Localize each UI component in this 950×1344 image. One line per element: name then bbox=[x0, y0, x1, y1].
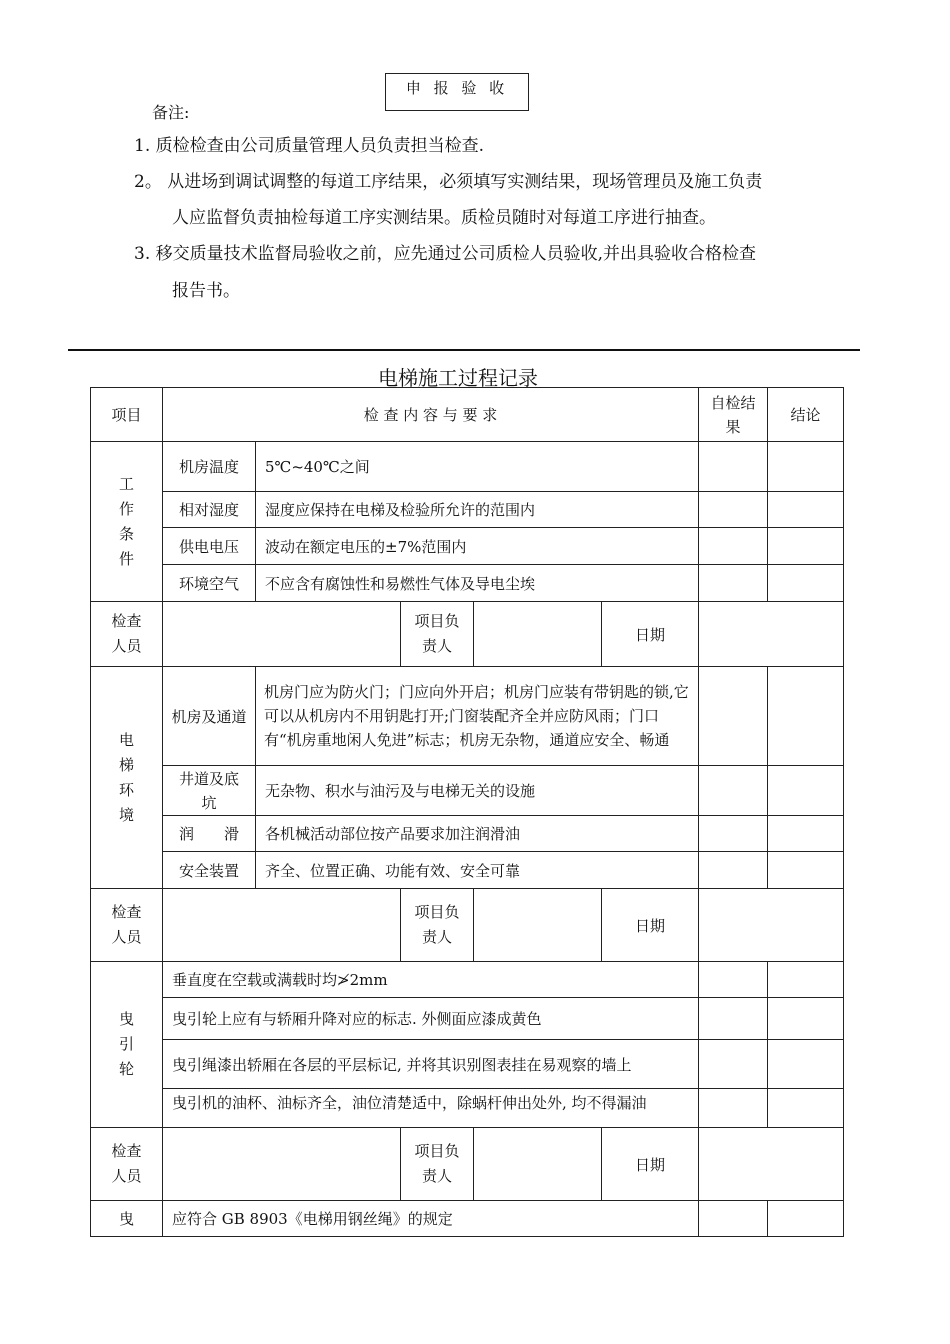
date-label: 日期 bbox=[602, 602, 699, 667]
self-check-cell[interactable] bbox=[699, 766, 768, 816]
inspector-label: 检查人员 bbox=[91, 1128, 163, 1201]
conclusion-cell[interactable] bbox=[768, 1201, 844, 1237]
table-row bbox=[91, 442, 844, 492]
header-content: 检 查 内 容 与 要 求 bbox=[163, 388, 699, 442]
table-row bbox=[91, 667, 844, 766]
table-row bbox=[91, 492, 844, 528]
inspector-label: 检查人员 bbox=[91, 889, 163, 962]
self-check-cell[interactable] bbox=[699, 1040, 768, 1089]
date-label: 日期 bbox=[602, 889, 699, 962]
signature-row bbox=[91, 889, 844, 962]
date-value[interactable] bbox=[699, 1128, 844, 1201]
conclusion-cell[interactable] bbox=[768, 816, 844, 852]
table-row bbox=[91, 962, 844, 998]
table-row bbox=[91, 852, 844, 889]
table-row bbox=[91, 816, 844, 852]
conclusion-cell[interactable] bbox=[768, 1040, 844, 1089]
leader-label: 项目负责人 bbox=[401, 602, 474, 667]
date-value[interactable] bbox=[699, 889, 844, 962]
table-row bbox=[91, 1040, 844, 1089]
conclusion-cell[interactable] bbox=[768, 442, 844, 492]
row-name: 润 滑 bbox=[163, 816, 256, 852]
self-check-cell[interactable] bbox=[699, 1089, 768, 1128]
table-row bbox=[91, 1089, 844, 1128]
table-row bbox=[91, 766, 844, 816]
row-name: 机房温度 bbox=[163, 442, 256, 492]
conclusion-cell[interactable] bbox=[768, 998, 844, 1040]
signature-row bbox=[91, 602, 844, 667]
row-requirement: 各机械活动部位按产品要求加注润滑油 bbox=[256, 816, 699, 852]
group-work-conditions: 工作条件 bbox=[91, 442, 163, 602]
row-requirement: 5℃~40℃之间 bbox=[256, 442, 699, 492]
table-row bbox=[91, 528, 844, 565]
conclusion-cell[interactable] bbox=[768, 962, 844, 998]
construction-record-table bbox=[90, 387, 844, 1237]
self-check-cell[interactable] bbox=[699, 565, 768, 602]
note-item-3-line-2: 报告书。 bbox=[172, 281, 240, 301]
row-name: 环境空气 bbox=[163, 565, 256, 602]
header-item: 项目 bbox=[91, 388, 163, 442]
leader-label: 项目负责人 bbox=[401, 889, 474, 962]
row-requirement: 不应含有腐蚀性和易燃性气体及导电尘埃 bbox=[256, 565, 699, 602]
inspector-value[interactable] bbox=[163, 889, 401, 962]
self-check-cell[interactable] bbox=[699, 816, 768, 852]
row-requirement: 湿度应保持在电梯及检验所允许的范围内 bbox=[256, 492, 699, 528]
table-row bbox=[91, 565, 844, 602]
self-check-cell[interactable] bbox=[699, 852, 768, 889]
conclusion-cell[interactable] bbox=[768, 492, 844, 528]
leader-label: 项目负责人 bbox=[401, 1128, 474, 1201]
table-row bbox=[91, 1201, 844, 1237]
row-name: 供电电压 bbox=[163, 528, 256, 565]
signature-row bbox=[91, 1128, 844, 1201]
inspector-value[interactable] bbox=[163, 602, 401, 667]
self-check-cell[interactable] bbox=[699, 1201, 768, 1237]
row-name: 安全装置 bbox=[163, 852, 256, 889]
note-item-2-line-1: 2。 从进场到调试调整的每道工序结果，必须填写实测结果，现场管理员及施工负责 bbox=[134, 172, 763, 192]
row-requirement: 波动在额定电压的±7%范围内 bbox=[256, 528, 699, 565]
note-item-3-line-1: 3. 移交质量技术监督局验收之前，应先通过公司质检人员验收,并出具验收合格检查 bbox=[134, 244, 757, 264]
row-requirement: 曳引机的油杯、油标齐全，油位清楚适中，除蜗杆伸出处外, 均不得漏油 bbox=[172, 1094, 647, 1112]
conclusion-cell[interactable] bbox=[768, 667, 844, 766]
row-requirement: 无杂物、积水与油污及与电梯无关的设施 bbox=[256, 766, 699, 816]
row-name: 机房及通道 bbox=[163, 667, 256, 766]
self-check-cell[interactable] bbox=[699, 442, 768, 492]
self-check-cell[interactable] bbox=[699, 528, 768, 565]
self-check-cell[interactable] bbox=[699, 962, 768, 998]
inspector-label: 检查人员 bbox=[91, 602, 163, 667]
table-header-row bbox=[91, 388, 844, 442]
notes-label: 备注: bbox=[152, 103, 190, 122]
conclusion-cell[interactable] bbox=[768, 1089, 844, 1128]
group-traction-sheave: 曳引轮 bbox=[91, 962, 163, 1128]
self-check-cell[interactable] bbox=[699, 667, 768, 766]
note-item-1: 1. 质检检查由公司质量管理人员负责担当检查. bbox=[134, 136, 485, 156]
row-name: 井道及底坑 bbox=[163, 766, 256, 816]
row-requirement: 垂直度在空载或满载时均≯2mm bbox=[163, 962, 699, 998]
header-self-check: 自检结果 bbox=[699, 388, 768, 442]
row-requirement: 机房门应为防火门；门应向外开启；机房门应装有带钥匙的锁,它可以从机房内不用钥匙打开;门窗装配齐全并应防风雨；门口有“机房重地闲人免进”标志；机房无杂物，通道应安全、畅通 bbox=[256, 667, 699, 766]
record-title: 电梯施工过程记录 bbox=[378, 366, 538, 390]
conclusion-cell[interactable] bbox=[768, 565, 844, 602]
leader-value[interactable] bbox=[474, 602, 602, 667]
row-name: 相对湿度 bbox=[163, 492, 256, 528]
row-requirement: 齐全、位置正确、功能有效、安全可靠 bbox=[256, 852, 699, 889]
self-check-cell[interactable] bbox=[699, 998, 768, 1040]
conclusion-cell[interactable] bbox=[768, 852, 844, 889]
row-requirement: 应符合 GB 8903《电梯用钢丝绳》的规定 bbox=[163, 1201, 699, 1237]
leader-value[interactable] bbox=[474, 889, 602, 962]
conclusion-cell[interactable] bbox=[768, 766, 844, 816]
date-value[interactable] bbox=[699, 602, 844, 667]
self-check-cell[interactable] bbox=[699, 492, 768, 528]
conclusion-cell[interactable] bbox=[768, 528, 844, 565]
group-wire-rope: 曳 bbox=[91, 1201, 163, 1237]
date-label: 日期 bbox=[602, 1128, 699, 1201]
row-requirement: 曳引绳漆出轿厢在各层的平层标记, 并将其识别图表挂在易观察的墙上 bbox=[163, 1040, 699, 1089]
apply-acceptance-box: 申 报 验 收 bbox=[385, 73, 529, 111]
inspector-value[interactable] bbox=[163, 1128, 401, 1201]
row-requirement: 曳引轮上应有与轿厢升降对应的标志. 外侧面应漆成黄色 bbox=[163, 998, 699, 1040]
note-item-2-line-2: 人应监督负责抽检每道工序实测结果。质检员随时对每道工序进行抽查。 bbox=[172, 208, 716, 228]
section-divider bbox=[68, 349, 860, 351]
group-elevator-environment: 电梯环境 bbox=[91, 667, 163, 889]
table-row bbox=[91, 998, 844, 1040]
header-conclusion: 结论 bbox=[768, 388, 844, 442]
leader-value[interactable] bbox=[474, 1128, 602, 1201]
